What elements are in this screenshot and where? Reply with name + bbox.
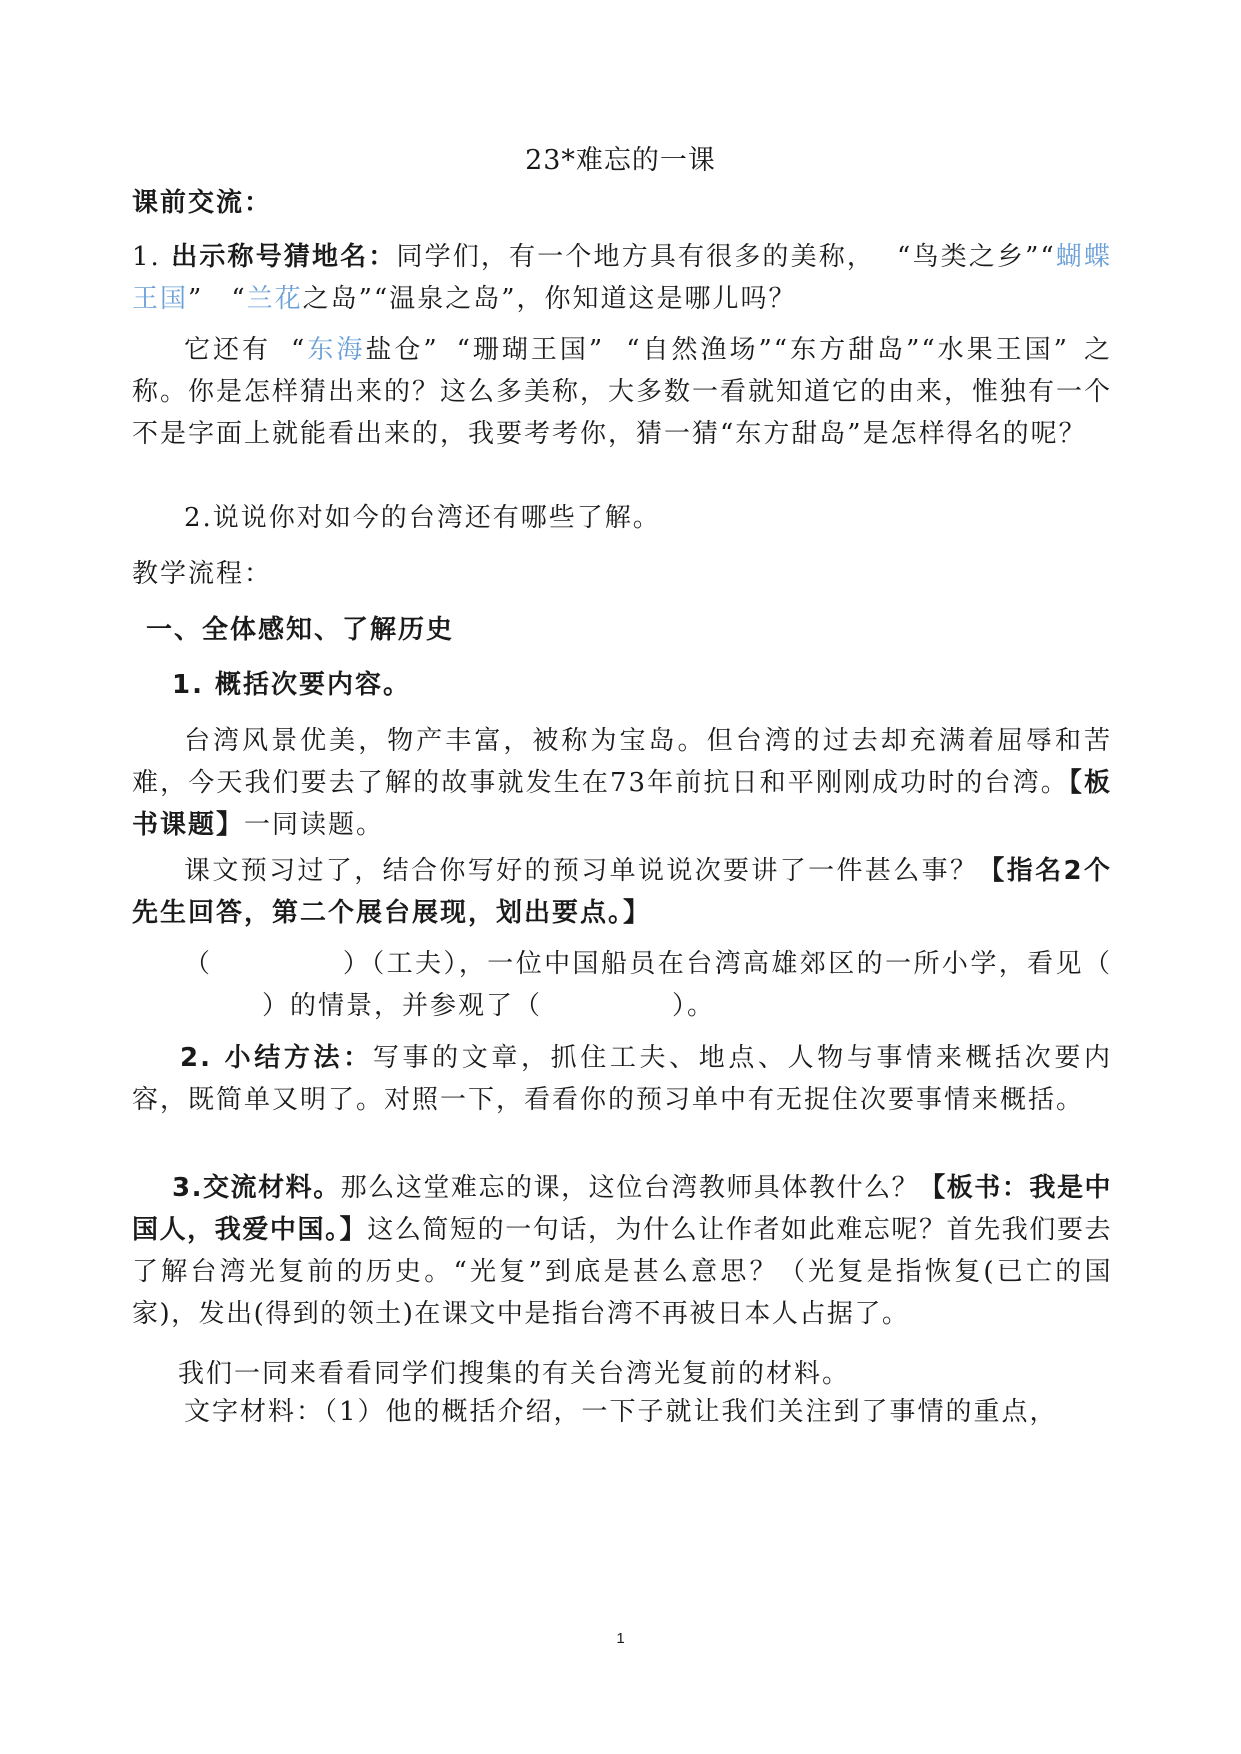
item-1-text-c: 之岛”“温泉之岛”，你知道这是哪儿吗？ xyxy=(302,284,797,314)
taiwan-board-title: 【板书课题】 xyxy=(132,768,1112,840)
blanks-text-c: ）的情景，并参观了（ xyxy=(262,991,543,1021)
blanks-text-b: 看见（ xyxy=(1027,949,1112,979)
step-2-heading: 2. 小结方法： xyxy=(180,1043,373,1073)
more-text-b: 盐仓” xyxy=(365,335,439,365)
blanks-text-a: ）（工夫），一位中国船员在台湾高雄郊区的一所小学， xyxy=(342,949,1028,979)
pre-class-heading: 课前交流： xyxy=(132,188,273,218)
step-3-text-a: 那么这堂难忘的课，这位台湾教师具体教什么？ xyxy=(340,1173,920,1203)
item-1-text-b: “鸟类之乡” xyxy=(897,242,1041,272)
more-text-e: 之称。你是怎样猜出来的？这么多美称，大多数一看就知道它的由来，惟独有一个不是字面上就能看出来的，我要考考你，猜一猜“东方甜岛”是怎样得名的呢？ xyxy=(132,335,1113,449)
step-3-board-note: 【板书：我是中国人，我爱中国。】 xyxy=(132,1173,1112,1245)
more-text-a: 它还有 xyxy=(184,335,272,365)
page-number: 1 xyxy=(616,1630,625,1647)
item-1-text-a: 同学们，有一个地方具有很多的美称， xyxy=(396,242,876,272)
step-3-paragraph xyxy=(132,1167,1112,1335)
item-1-quote-open-1: “ xyxy=(1040,242,1056,272)
item-1-blue-term-1: 蝴蝶王国 xyxy=(132,242,1112,314)
item-1-number: 1. xyxy=(132,242,161,272)
preview-text: 课文预习过了，结合你写好的预习单说说次要讲了一件甚么事？ xyxy=(184,856,979,886)
page-title: 23*难忘的一课 xyxy=(525,145,716,176)
step-2-text: 写事的文章，抓住工夫、地点、人物与事情来概括次要内容，既简单又明了。对照一下，看看你的预习单中有无捉住次要事情来概括。 xyxy=(132,1043,1112,1115)
section-1-heading: 一、全体感知、了解历史 xyxy=(146,615,455,645)
paragraph-preview xyxy=(132,850,1112,934)
step-3-heading: 3.交流材料。 xyxy=(172,1173,341,1203)
more-blue-term: 东海 xyxy=(306,335,366,365)
item-1-quote-close-1: ” xyxy=(188,284,204,314)
paragraph-taiwan xyxy=(132,720,1112,846)
item-2-paragraph: 2.说说你对如今的台湾还有哪些了解。 xyxy=(184,503,661,533)
item-1-blue-term-2: 兰花 xyxy=(246,284,303,314)
preview-instruction: 【指名2个先生回答，第二个展台展现，划出要点。】 xyxy=(132,856,1112,928)
taiwan-text-a: 台湾风景优美，物产丰富，被称为宝岛。但台湾的过去却充满着屈辱和苦难，今天我们要去了解的故事就发生在73年前抗日和平刚刚成功时的台湾。 xyxy=(132,726,1112,798)
item-1-quote-open-2: “ xyxy=(231,284,247,314)
teaching-flow-heading: 教学流程： xyxy=(132,559,273,589)
more-text-d: “自然渔场”“东方甜岛”“水果王国” xyxy=(626,335,1069,365)
step-1-heading: 1. 概括次要内容。 xyxy=(172,670,412,700)
paragraph-more-names xyxy=(132,329,1112,455)
step-3-text-b: 这么简短的一句话，为什么让作者如此难忘呢？首先我们要去了解台湾光复前的历史。“光复”到底是甚么意思？（光复是指恢复(已亡的国家)，发出(得到的领土)在课文中是指台湾不再被日本人占据了。 xyxy=(132,1215,1112,1329)
paragraph-look-materials: 我们一同来看看同学们搜集的有关台湾光复前的材料。 xyxy=(178,1359,851,1389)
paragraph-fill-blanks xyxy=(132,943,1112,1027)
blanks-text-d: ）。 xyxy=(672,991,716,1021)
item-1-bold-lead: 出示称号猜地名： xyxy=(171,242,397,272)
blank-open-1: （ xyxy=(184,949,213,979)
step-2-paragraph xyxy=(132,1037,1112,1121)
more-text-c: “珊瑚王国” xyxy=(456,335,605,365)
taiwan-text-b: 一同读题。 xyxy=(244,810,385,840)
item-1-paragraph xyxy=(132,236,1112,320)
more-quote-open: “ xyxy=(291,335,307,365)
paragraph-text-materials: 文字材料：（1）他的概括介绍，一下子就让我们关注到了事情的重点， xyxy=(184,1397,1058,1427)
